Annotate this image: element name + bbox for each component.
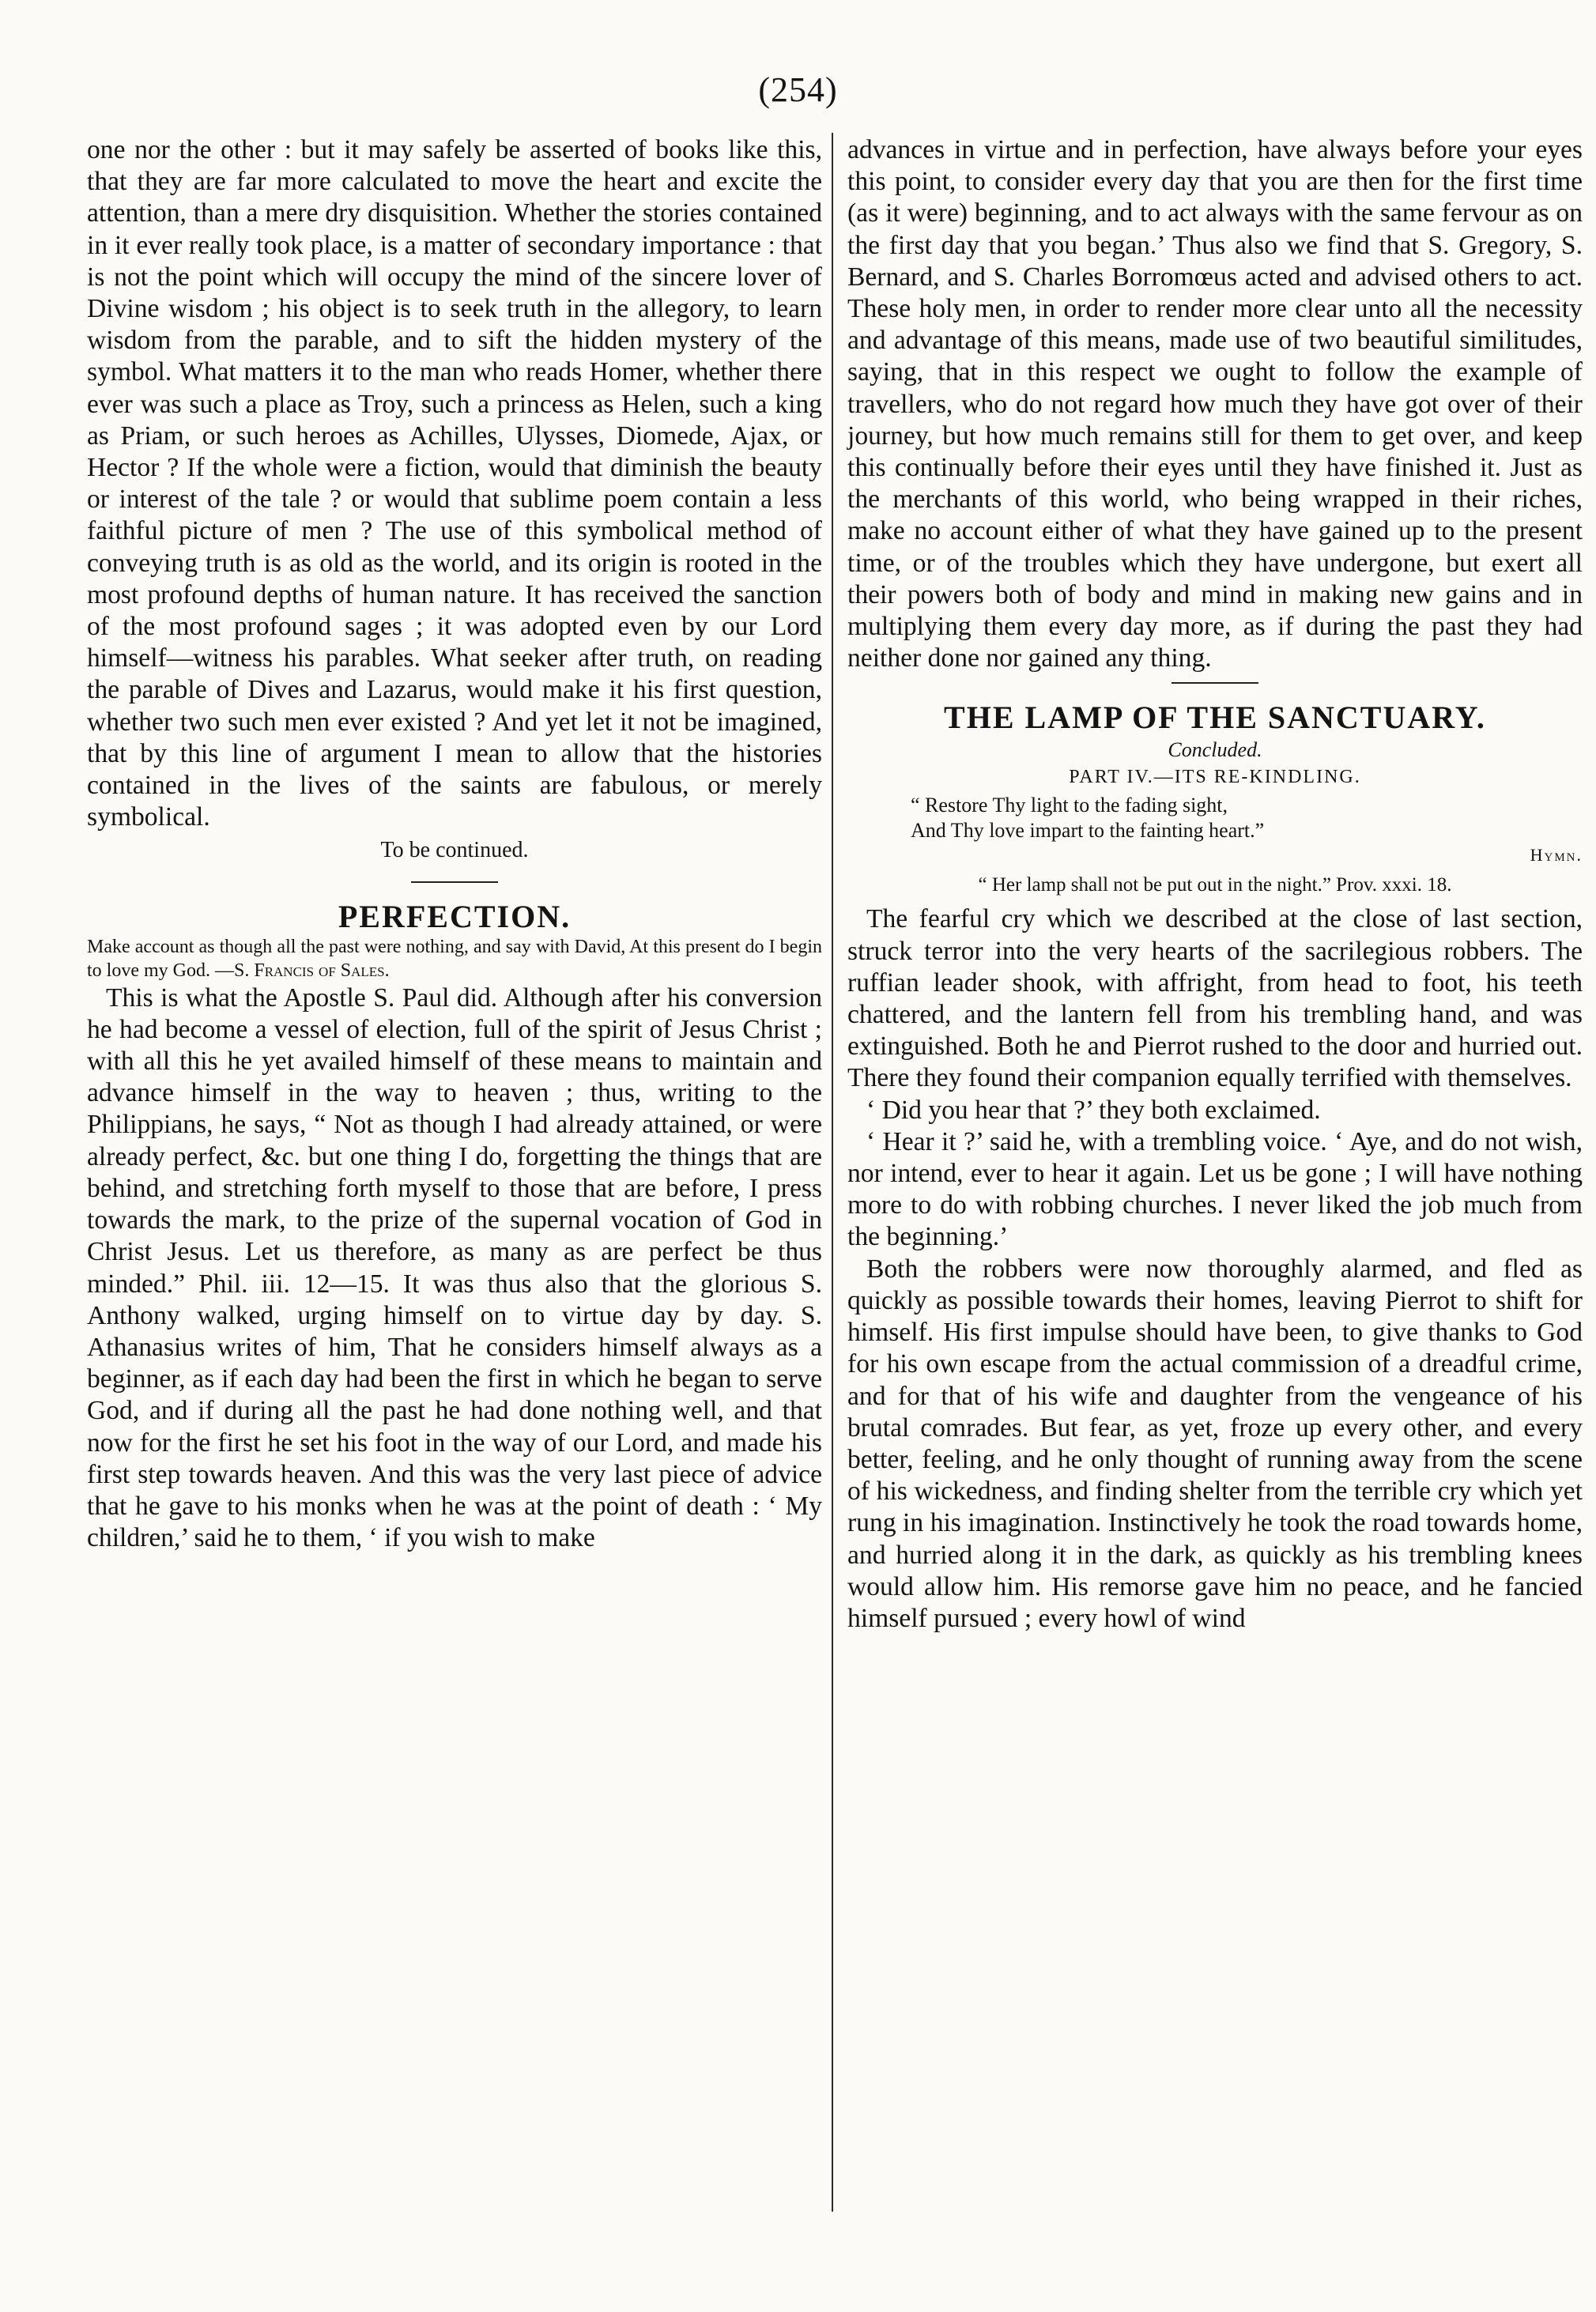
to-be-continued: To be continued. (380, 838, 529, 863)
lamp-paragraph-3: ‘ Hear it ?’ said he, with a trembling voice. ‘ Aye, and do not wish, nor intend, ever to hear it again. Let us be gone ; I will have nothing more to do with robbing churches. I never liked the job much from the beginning.’ (847, 1126, 1583, 1252)
lamp-title: THE LAMP OF THE SANCTUARY. (944, 700, 1486, 736)
left-column (87, 134, 822, 1554)
section-divider (1172, 682, 1258, 684)
hymn-line-2: And Thy love impart to the fainting heart.” (911, 819, 1265, 843)
right-column (847, 134, 1583, 1635)
perfection-body: This is what the Apostle S. Paul did. Although after his conversion he had become a vessel of election, full of the spirit of Jesus Christ ; with all this he yet availed himself of these means to maintain and advance himself in the way to heaven ; thus, writing to the Philippians, he says, “ Not as though I had already attained, or were already perfect, &c. but one thing I do, forgetting the things that are behind, and stretching forth myself to those that are before, I press towards the mark, to the prize of the supernal vocation of God in Christ Jesus. Let us therefore, as many as are perfect be thus minded.” Phil. iii. 12—15. It was thus also that the glorious S. Anthony walked, urging himself on to virtue day by day. S. Athanasius writes of him, That he considers himself always as a beginner, as if each day had been the first in which he began to serve God, and if during all the past he had done nothing well, and that now for the first he set his foot in the way of our Lord, and made his first step towards heaven. And this was the very last piece of advice that he gave to his monks when he was at the point of death : ‘ My children,’ said he to them, ‘ if you wish to make (87, 983, 822, 1553)
hymn-attribution: Hymn. (1530, 845, 1583, 866)
scripture-motto: “ Her lamp shall not be put out in the night.” Prov. xxxi. 18. (978, 874, 1452, 896)
lamp-concluded: Concluded. (1168, 738, 1262, 762)
hymn-line-1: “ Restore Thy light to the fading sight, (911, 794, 1228, 817)
perfection-title: PERFECTION. (338, 898, 572, 934)
perfection-continued: advances in virtue and in perfection, have always before your eyes this point, to consider every day that you are then for the first time (as it were) beginning, and to act always with the same fervour as on the first day that you began.’ Thus also we find that S. Gregory, S. Bernard, and S. Charles Borromœus acted and advised others to act. These holy men, in order to render more clear unto all the necessity and advantage of this means, made use of two beautiful similitudes, saying, that in this respect we ought to follow the example of travellers, who do not regard how much they have got over of their journey, but how much remains still for them to get over, and keep this continually before their eyes until they have finished it. Just as the merchants of this world, who being wrapped in their riches, make no account either of what they have gained up to the present time, or of the troubles which they have undergone, but exert all their powers both of body and mind in making new gains and in multiplying them every day more, as if during the past they had neither done nor gained any thing. (847, 135, 1583, 673)
column-rule (832, 133, 833, 2212)
section-divider (411, 881, 498, 883)
lamp-paragraph-4: Both the robbers were now thoroughly alarmed, and fled as quickly as possible towards their homes, leaving Pierrot to shift for himself. His first impulse should have been, to give thanks to God for his own escape from the actual commission of a dreadful crime, and for that of his wife and daughter from the vengeance of his brutal comrades. But fear, as yet, froze up every other, and every better, feeling, and he only thought of running away from the scene of his wickedness, and finding shelter from the terrible cry which yet rung in his imagination. Instinctively he took the road towards home, and hurried along it in the dark, as quickly as his trembling knees would allow him. His remorse gave him no peace, and he fancied himself pursued ; every howl of wind (847, 1254, 1583, 1633)
lamp-paragraph-1: The fearful cry which we described at the close of last section, struck terror into the very hearts of the sacrilegious robbers. The ruffian leader shook, with affright, from head to foot, his teeth chattered, and the lantern fell from his trembling hand, and was extinguished. Both he and Pierrot rushed to the door and hurried out. There they found their companion equally terrified with themselves. (847, 904, 1583, 1093)
lamp-part-heading: PART IV.—ITS RE-KINDLING. (1069, 767, 1361, 788)
epigraph-attribution: —S. Francis of Sales. (215, 960, 390, 981)
perfection-epigraph (87, 935, 822, 983)
intro-paragraph: one nor the other : but it may safely be asserted of books like this, that they are far more calculated to move the heart and excite the attention, than a mere dry disquisition. Whether the stories contained in it ever really took place, is a matter of secondary importance : that is not the point which will occupy the mind of the sincere lover of Divine wisdom ; his object is to seek truth in the allegory, to learn wisdom from the parable, and to sift the hidden mystery of the symbol. What matters it to the man who reads Homer, whether there ever was such a place as Troy, such a princess as Helen, such a king as Priam, or such heroes as Achilles, Ulysses, Diomede, Ajax, or Hector ? If the whole were a fiction, would that diminish the beauty or interest of the tale ? or would that sublime poem contain a less faithful picture of men ? The use of this symbolical method of conveying truth is as old as the world, and its origin is rooted in the most profound depths of human nature. It has received the sanction of the most profound sages ; it was adopted even by our Lord himself—witness his parables. What seeker after truth, on reading the parable of Dives and Lazarus, would make it his first question, whether two such men ever existed ? And yet let it not be imagined, that by this line of argument I mean to allow that the histories contained in the lives of the saints are fabulous, or merely symbolical. (87, 135, 822, 832)
epigraph-text: Make account as though all the past were nothing, and say with David, At this present do I begin to love my God. (87, 936, 822, 981)
page-number: (254) (758, 70, 838, 109)
lamp-paragraph-2: ‘ Did you hear that ?’ they both exclaimed. (866, 1095, 1321, 1125)
